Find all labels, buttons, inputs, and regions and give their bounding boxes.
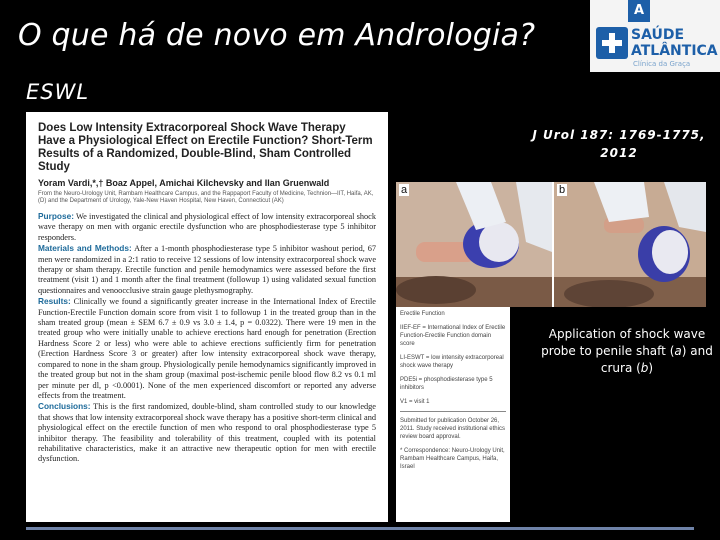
abstract-conclusions [38,401,376,464]
photo-a-illustration [396,182,552,307]
purpose-text: We investigated the clinical and physiological effect of low intensity extracorporeal shock wave therapy on men with organic erectile dysfunction who are phosphodiesterase type 5 inhibitor responders. [38,212,376,242]
methods-label: Materials and Methods: [38,243,132,254]
medical-cross-icon [596,27,628,59]
photo-b-label: b [559,184,566,196]
procedure-photos [396,182,706,307]
photo-crura [554,182,706,307]
sidebar-divider [400,411,506,412]
saude-atlantica-logo [590,0,720,72]
logo-tab: A [628,0,650,22]
abbrev-block-2: IIEF-EF = International Index of Erectile Function-Erectile Function domain score [400,325,506,347]
abbrev-block-4: PDE5i = phosphodiesterase type 5 inhibitors [400,377,493,391]
reference-line-2: 2012 [600,146,638,160]
caption-b: b [640,361,649,375]
paper-affiliation: From the Neuro-Urology Unit, Rambam Healthcare Campus, and the Rappaport Faculty of Medicine, Technion—IIT, Haifa, AK, (D) and the Department of Urology, Yale-New Haven Hospital, New Haven, Connecticut (AK) [38,191,374,204]
methods-text: After a 1-month phosphodiesterase type 5 inhibitor washout period, 67 men were randomized in a 2:1 ratio to receive 12 sessions of low intensity extracorporeal shock wave therapy or sham therapy. Erectile function and penile hemodynamics were assessed before the first treatment (visit 1) and 1 month after the final treatment (followup 1) using validated sexual function questionnaires and venoocclusive strain gauge plethysmography. [38,244,377,295]
caption-part-2: ) and crura ( [600,344,713,375]
photo-penile-shaft [396,182,552,307]
paper-authors: Yoram Vardi,*,† Boaz Appel, Amichai Kilchevsky and Ilan Gruenwald [38,178,330,188]
caption-part-1: Application of shock wave probe to penile shaft ( [541,327,706,358]
logo-line-2: ATLÂNTICA [631,43,718,59]
conclusions-text: This is the first randomized, double-blind, sham controlled study to our knowledge that shows that low intensity extracorporeal shock wave therapy has a positive short-term clinical and physiological effect on the erectile function of men who respond to oral phosphodiesterase type 5 inhibitor therapy. The feasibility and tolerability of this treatment, coupled with its potential rehabilitative characteristics, make it an attractive new therapeutic option for men with erectile dysfunction. [38,402,376,464]
results-text: Clinically we found a significantly greater increase in the International Index of Erectile Function-Erectile Function domain score from visit 1 to followup 1 in the treated group than in the sham treated group (mean ± SEM 6.7 ± 0.9 vs 3.0 ± 1.4, p = 0.0322). There were 19 men in the treated group who were initially unable to achieve erections hard enough for penetration (Erection Hardness Score 2 or less) who were able to achieve erections sufficiently firm for penetration (Erection Hardness Score 3 or greater) after low intensity extracorporeal shock wave therapy, compared to none in the sham group. Physiologically penile hemodynamics significantly improved in the treated group but not in the sham group (maximal post-ischemic penile blood flow 8.2 vs 0.1 ml per minute per dl, p <0.0001). None of the men experienced discomfort or reported any adverse effects from the treatment. [38,297,376,400]
reference-line-1: J Urol 187: 1769-1775, [532,128,706,142]
submission-note: Submitted for publication October 26, 2011. Study received institutional ethics review board approval. [400,418,505,440]
journal-reference [524,126,714,162]
caption-part-3: ) [648,361,654,375]
photo-caption [540,326,714,377]
caption-a: a [674,344,682,358]
abstract-methods [38,243,376,296]
abstract-results [38,296,376,401]
abbrev-block-1: Erectile Function [400,311,445,317]
paper-title: Does Low Intensity Extracorporeal Shock Wave Therapy Have a Physiological Effect on Erectile Function? Short-Term Results of a Randomized, Double-Blind, Sham Controlled Study [38,122,373,173]
conclusions-label: Conclusions: [38,401,91,412]
purpose-label: Purpose: [38,211,74,221]
bottom-rule [26,527,694,530]
abstract-purpose [38,211,376,243]
photo-a-label: a [401,184,408,196]
paper-abstract [26,112,388,522]
results-label: Results: [38,296,71,307]
abstract-body [38,211,376,465]
slide-title: O que há de novo em Andrologia? [18,18,536,53]
correspondence-note: * Correspondence: Neuro-Urology Unit, Rambam Healthcare Campus, Haifa, Israel [400,448,505,470]
logo-line-3: Clínica da Graça [633,60,691,68]
slide-subtitle: ESWL [26,80,90,104]
paper-sidebar [396,307,510,522]
logo-line-1: SAÚDE [631,27,685,43]
photo-b-illustration [554,182,706,307]
abbrev-block-3: LI-ESWT = low intensity extracorporeal shock wave therapy [400,355,504,369]
abbrev-block-5: V1 = visit 1 [400,399,430,405]
